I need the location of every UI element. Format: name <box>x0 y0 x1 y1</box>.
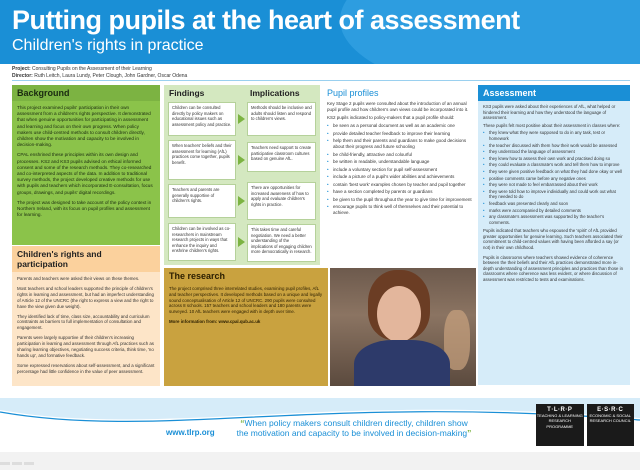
background-paragraph: The project was designed to take account of the policy context in Northern Ireland, with its focus on pupil profiles and assessment for learning. <box>17 199 152 218</box>
childrens-rights-panel <box>12 246 160 386</box>
research-text: The project comprised three interrelated studies, examining pupil profiles, AfL and teacher perspectives. It developed methods based on a unique and legally sound conceptualisation of Article 12 of UNCRC. 290 pupils were consulted across 8 schools. 157 teachers and school leaders and 180 parents were surveyed. 10 AfL teachers were engaged with in depth over time. <box>169 286 323 315</box>
list-item: • include a picture of a pupil's wider abilities and achievements <box>327 174 473 180</box>
list-item: • have a section completed by parents or guardians <box>327 189 473 195</box>
thumbnail-strip <box>0 452 640 456</box>
assessment-panel <box>478 85 630 385</box>
list-item: • help them and their parents and guardians to make good decisions about their progress and future schooling <box>327 138 473 150</box>
finding-box: Children can be involved as co-researchers in mainstream research projects in ways that enhance the inquiry and enshrine children's rights. <box>168 223 236 261</box>
pupil-profiles-heading: Pupil profiles <box>327 88 379 98</box>
esrc-logo <box>587 404 635 446</box>
header-banner <box>0 0 640 64</box>
assessment-intro: These pupils felt most positive about their assessment in classes where: <box>483 122 621 128</box>
list-item: • any classmate's assessment was supported by the teacher's comments. <box>483 214 625 225</box>
list-item: • they were given positive feedback on what they had done okay or well <box>483 169 625 175</box>
assessment-heading: Assessment <box>478 85 630 101</box>
pupil-profiles-intro: Key Stage 2 pupils were consulted about the introduction of an annual pupil profile and how children's own views could be incorporated into it. <box>327 101 469 112</box>
assessment-outro: Pupils indicated that teachers who espoused the 'spirit' of AfL provided greater opportunities for genuine learning. Such teachers associated their commitment to child-centred values with having been afforded a say (or not) in their own childhood. <box>483 228 623 251</box>
list-item: • be seen as a personal document as well as an academic one <box>327 123 473 129</box>
implication-box: Teachers need support to create participative classroom cultures based on genuine AfL. <box>247 142 316 172</box>
list-item: • they understood the language of assessment <box>483 149 625 155</box>
thumbnail[interactable] <box>24 462 34 465</box>
quote-icon: ” <box>467 428 472 438</box>
esrc-logo-text: ECONOMIC & SOCIAL RESEARCH COUNCIL <box>589 413 632 424</box>
arrow-icon <box>238 196 245 206</box>
implication-box: Methods should be inclusive and adults should listen and respond to children's views. <box>247 102 316 136</box>
background-paragraph: This project examined pupils' participation in their own assessment from a children's rights perspective. It demonstrated that when genuine opportunities for participating in assessment and learning and focus on their own progress. When policy makers use child-centred methods to consult children directly, children show the motivation and capacity to be involved in decision-making. <box>17 105 151 148</box>
finding-box: Teachers and parents are generally supportive of children's rights. <box>168 184 236 218</box>
thumbnail[interactable] <box>0 462 10 465</box>
page-title: Putting pupils at the heart of assessment <box>12 5 520 35</box>
arrow-icon <box>238 114 245 124</box>
childrens-rights-paragraph: Most teachers and school leaders supported the principle of children's rights in learning and assessment, but had an imperfect understanding of Article 12 of the UNCRC (the right to express a view and the right to have the view given due weight). <box>17 285 154 309</box>
project-label: Project: <box>12 66 31 72</box>
pupil-photo <box>330 268 476 386</box>
tlrp-logo-text: TEACHING & LEARNING RESEARCH PROGRAMME <box>536 413 583 429</box>
arrow-icon <box>238 155 245 165</box>
footer-quote <box>234 418 474 438</box>
implications-heading: Implications <box>250 88 300 98</box>
footer-quote-text: When policy makers consult children directly, children show the motivation and capacity to be involved in decision-making <box>236 418 468 438</box>
background-heading: Background <box>12 85 160 101</box>
childrens-rights-paragraph: Parents were largely supportive of their children's increasing participation in learning and assessment through AfL practices such as sharing learning objectives, negotiating success criteria, think time, 'no hands up', and formative feedback. <box>17 335 155 358</box>
pupil-profiles-panel <box>324 85 476 265</box>
background-panel <box>12 85 160 245</box>
list-item: • they knew how to assess their own work and practised doing so <box>483 156 625 162</box>
research-panel <box>164 268 328 386</box>
esrc-logo-title: E·S·R·C <box>597 407 624 413</box>
childrens-rights-paragraph: They identified lack of time, class size, accountability and curriculum constraints as barriers to full implementation of consultation and engagement. <box>17 313 150 331</box>
tlrp-logo <box>536 404 584 446</box>
logos <box>536 404 634 446</box>
findings-panel <box>164 85 320 265</box>
implication-box: There are opportunities for increased awareness of how to apply and evaluate children's rights in practice. <box>247 182 316 220</box>
project-meta <box>12 66 187 80</box>
list-item: • they knew what they were supposed to do in any task, test or homework <box>483 130 625 141</box>
list-item: • feedback was presented clearly and soon <box>483 201 625 207</box>
photo-body <box>354 340 450 386</box>
director-value: Ruth Leitch, Laura Lundy, Peter Clough, John Gardner, Oscar Odena <box>34 73 188 79</box>
finding-box: Children can be consulted directly by policy makers on educational issues such as assessment policy and practice. <box>168 102 236 136</box>
assessment-list <box>483 130 625 225</box>
assessment-outro: Pupils in classrooms where teachers showed evidence of coherence between the their beliefs and their AfL practices demonstrated more in-depth understanding of assessment principles and practices than those in classrooms where coherence was less evident, or where discussion of assessment was restricted to tests and examinations. <box>483 254 623 283</box>
childrens-rights-paragraph: Parents and teachers were asked their views on these themes. <box>17 276 140 281</box>
childrens-rights-heading: Children's rights and participation <box>12 246 160 272</box>
footer-url[interactable]: www.tlrp.org <box>166 428 215 437</box>
list-item: • include a voluntary section for pupil self-assessment <box>327 167 473 173</box>
photo-face <box>377 286 421 342</box>
research-more-label: More information from: <box>169 318 218 324</box>
tlrp-logo-title: T·L·R·P <box>547 407 573 413</box>
arrow-icon <box>238 237 245 247</box>
quote-icon: “ <box>240 418 245 428</box>
pupil-profiles-list <box>327 123 473 216</box>
director-label: Director: <box>12 73 33 79</box>
research-link[interactable]: www.cpal.qub.ac.uk <box>218 318 261 324</box>
pupil-profiles-intro: KS2 pupils indicated to policy-makers that a pupil profile should: <box>327 115 455 120</box>
list-item: • they were told how to improve individually and could work out what they needed to do <box>483 189 625 200</box>
finding-box: When teachers' beliefs and their assessment for learning (AfL) practices come together, pupils benefit. <box>168 140 236 180</box>
assessment-intro: KS3 pupils were asked about their experiences of AfL, what helped or hindered their learning and how they understood the language of assessment. <box>483 104 616 121</box>
implication-box: This takes time and careful negotiation. We need a better understanding of the implications of engaging children more democratically in research. <box>247 224 316 262</box>
divider <box>12 80 630 81</box>
background-paragraph: CPAL enshrined these principles within its own design and processes. KS2 and KS3 pupils advised on ethical informed consent and some of the research methods. They co-researched and co-interpreted aspects of the data. In addition to traditional survey methods, the project developed creative methods for use with pupils and teachers which incorporated E-consultation, focus groups, drawings, and pupils' digital recordings. <box>17 152 153 195</box>
list-item: • be written in readable, understandable language <box>327 159 473 165</box>
page-subtitle: Children's rights in practice <box>12 37 204 54</box>
list-item: • they were not made to feel embarrassed about their work <box>483 182 625 188</box>
list-item: • the teacher discussed with them how their work would be assessed <box>483 143 625 149</box>
thumbnail[interactable] <box>12 462 22 465</box>
list-item: • positive comments came before any negative ones <box>483 176 625 182</box>
list-item: • encourage pupils to think well of themselves and their potential to achieve. <box>327 204 473 216</box>
childrens-rights-paragraph: Some expressed reservations about self-assessment, and a significant percentage had little confidence in the value of peer assessment. <box>17 362 155 374</box>
findings-heading: Findings <box>169 88 205 98</box>
list-item: • they could evaluate a classmate's work and tell them how to improve <box>483 162 625 168</box>
list-item: • marks were accompanied by detailed comments <box>483 208 625 214</box>
list-item: • provide detailed teacher feedback to improve their learning <box>327 131 473 137</box>
list-item: • be child-friendly, attractive and colourful <box>327 152 473 158</box>
list-item: • contain 'best work' examples chosen by teacher and pupil together <box>327 182 473 188</box>
list-item: • be given to the pupil throughout the year to give time for improvement <box>327 197 473 203</box>
project-value: Consulting Pupils on the Assessment of their Learning <box>32 66 152 72</box>
research-heading: The research <box>169 271 226 281</box>
